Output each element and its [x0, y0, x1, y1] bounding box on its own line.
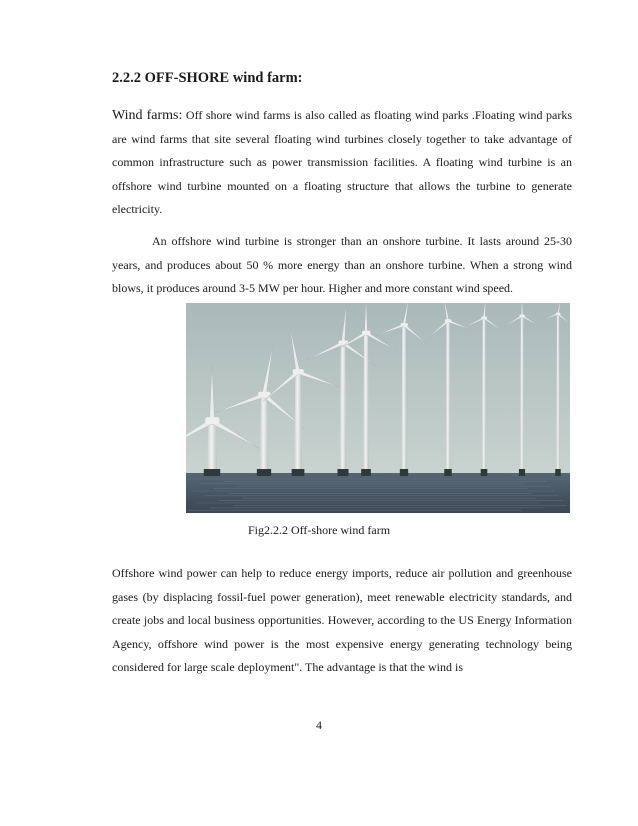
wind-farm-illustration	[186, 303, 570, 513]
paragraph-wind-farms	[112, 104, 572, 222]
paragraph-offshore-turbine: An offshore wind turbine is stronger than an onshore turbine. It lasts around 25-30 years, and produces about 50 % more energy than an onshore turbine. When a strong wind blows, it produces around 3-5 MW per hour. Higher and more constant wind speed.	[112, 234, 572, 295]
paragraph-body: Off shore wind farms is also called as floating wind parks .Floating wind parks are wind farms that site several floating wind turbines closely together to take advantage of common infrastructure such as power transmission facilities. A floating wind turbine is an offshore wind turbine mounted on a floating structure that allows the turbine to generate electricity.	[112, 108, 573, 216]
page-number: 4	[316, 718, 322, 732]
paragraph-offshore-power: Offshore wind power can help to reduce energy imports, reduce air pollution and greenhouse gases (by displacing fossil-fuel power generation), meet renewable electricity standards, and create jobs and local business opportunities. However, according to the US Energy Information Agency, offshore wind power is the most expensive energy generating technology being considered for large scale deployment". The advantage is that the wind is	[112, 566, 572, 674]
section-heading: 2.2.2 OFF-SHORE wind farm:	[112, 70, 303, 86]
sky	[186, 303, 570, 475]
figure-caption: Fig2.2.2 Off-shore wind farm	[247, 523, 391, 537]
paragraph-lead-term: Wind farms:	[112, 108, 183, 123]
wind-farm-photo	[186, 303, 570, 513]
